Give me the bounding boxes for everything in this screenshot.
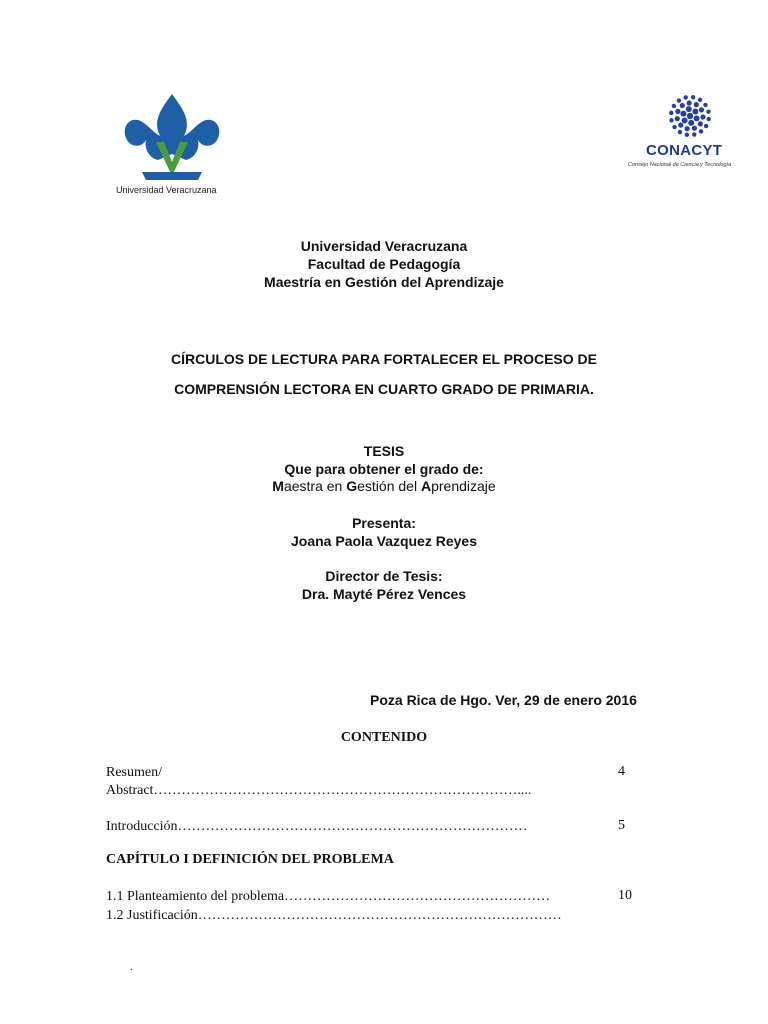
conacyt-dot bbox=[698, 121, 703, 126]
conacyt-dot bbox=[678, 130, 682, 134]
uv-fleur-icon bbox=[112, 92, 232, 184]
toc-entry-resumen bbox=[106, 764, 531, 800]
toc-page-1-1: 10 bbox=[618, 888, 632, 903]
institution-program: Maestría en Gestión del Aprendizaje bbox=[264, 274, 504, 290]
conacyt-dot bbox=[703, 103, 707, 107]
place-date: Poza Rica de Hgo. Ver, 29 de enero 2016 bbox=[370, 692, 637, 708]
conacyt-dot bbox=[680, 103, 685, 108]
conacyt-dot bbox=[687, 113, 693, 119]
conacyt-dot bbox=[699, 129, 703, 133]
presenter-label: Presenta: bbox=[352, 515, 416, 531]
tesis-heading: TESIS bbox=[363, 443, 405, 459]
footer-mark: . bbox=[130, 962, 133, 973]
conacyt-dot bbox=[685, 126, 690, 131]
conacyt-dot bbox=[678, 123, 683, 128]
uv-logo bbox=[112, 92, 232, 200]
tesis-degree: Maestra en Gestión del Aprendizaje bbox=[272, 478, 496, 494]
conacyt-dot bbox=[707, 117, 711, 121]
tesis-block bbox=[0, 443, 768, 496]
conacyt-dot bbox=[686, 106, 692, 112]
uv-logo-name: Universidad Veracruzana bbox=[116, 185, 217, 195]
thesis-title-line2: COMPRENSIÓN LECTORA EN CUARTO GRADO DE PRIMARIA. bbox=[174, 381, 594, 397]
conacyt-dot bbox=[682, 117, 688, 123]
conacyt-dot bbox=[684, 95, 688, 99]
conacyt-dot bbox=[685, 133, 689, 137]
conacyt-dot bbox=[687, 100, 692, 105]
institution-faculty: Facultad de Pedagogía bbox=[307, 256, 461, 272]
conacyt-dot bbox=[692, 126, 697, 131]
conacyt-dot bbox=[698, 98, 702, 102]
conacyt-logo bbox=[624, 92, 756, 172]
conacyt-dot bbox=[688, 120, 694, 126]
thesis-title-line1: CÍRCULOS DE LECTURA PARA FORTALECER EL PROCESO DE bbox=[171, 351, 597, 367]
presenter-name: Joana Paola Vazquez Reyes bbox=[291, 532, 477, 549]
conacyt-dot bbox=[694, 102, 699, 107]
tesis-purpose: Que para obtener el grado de: bbox=[284, 460, 484, 477]
conacyt-dot bbox=[694, 115, 700, 121]
conacyt-dot bbox=[704, 124, 708, 128]
toc-chapter-1: CAPÍTULO I DEFINICIÓN DEL PROBLEMA bbox=[106, 852, 394, 867]
toc-entry-1-2: 1.2 Justificación…………………………………………………………………… bbox=[106, 908, 562, 923]
director-label: Director de Tesis: bbox=[325, 568, 443, 584]
toc-page-resumen: 4 bbox=[618, 764, 625, 779]
institution-block bbox=[0, 237, 768, 291]
conacyt-subtitle: Consejo Nacional de Ciencia y Tecnología bbox=[628, 162, 732, 168]
conacyt-dot bbox=[692, 132, 696, 136]
conacyt-dot bbox=[669, 111, 673, 115]
conacyt-dot bbox=[680, 111, 686, 117]
conacyt-name: CONACYT bbox=[646, 142, 723, 159]
toc-resumen-line1: Resumen/ bbox=[106, 765, 162, 780]
conacyt-dot bbox=[672, 125, 676, 129]
conacyt-dot bbox=[675, 109, 680, 114]
conacyt-dots-icon bbox=[624, 92, 756, 140]
toc-resumen-line2: Abstract…………………………………………………………………….... bbox=[106, 783, 532, 798]
conacyt-dot bbox=[677, 98, 681, 102]
director-block bbox=[0, 568, 768, 603]
conacyt-dot bbox=[691, 95, 695, 99]
thesis-title bbox=[0, 344, 768, 404]
toc-page-intro: 5 bbox=[618, 818, 625, 833]
toc-entry-intro: Introducción………………………………………………………………… bbox=[106, 819, 528, 834]
toc-heading: CONTENIDO bbox=[340, 730, 428, 745]
conacyt-dot bbox=[692, 109, 698, 115]
conacyt-dot bbox=[672, 104, 676, 108]
conacyt-dot bbox=[699, 107, 704, 112]
conacyt-dot bbox=[706, 110, 710, 114]
conacyt-dot bbox=[669, 118, 673, 122]
conacyt-dot bbox=[675, 116, 680, 121]
conacyt-dot bbox=[700, 114, 705, 119]
toc-entry-1-1: 1.1 Planteamiento del problema………………………………………………… bbox=[106, 889, 551, 904]
director-name: Dra. Mayté Pérez Vences bbox=[301, 585, 467, 602]
institution-university: Universidad Veracruzana bbox=[300, 238, 468, 254]
presenter-block bbox=[0, 515, 768, 550]
